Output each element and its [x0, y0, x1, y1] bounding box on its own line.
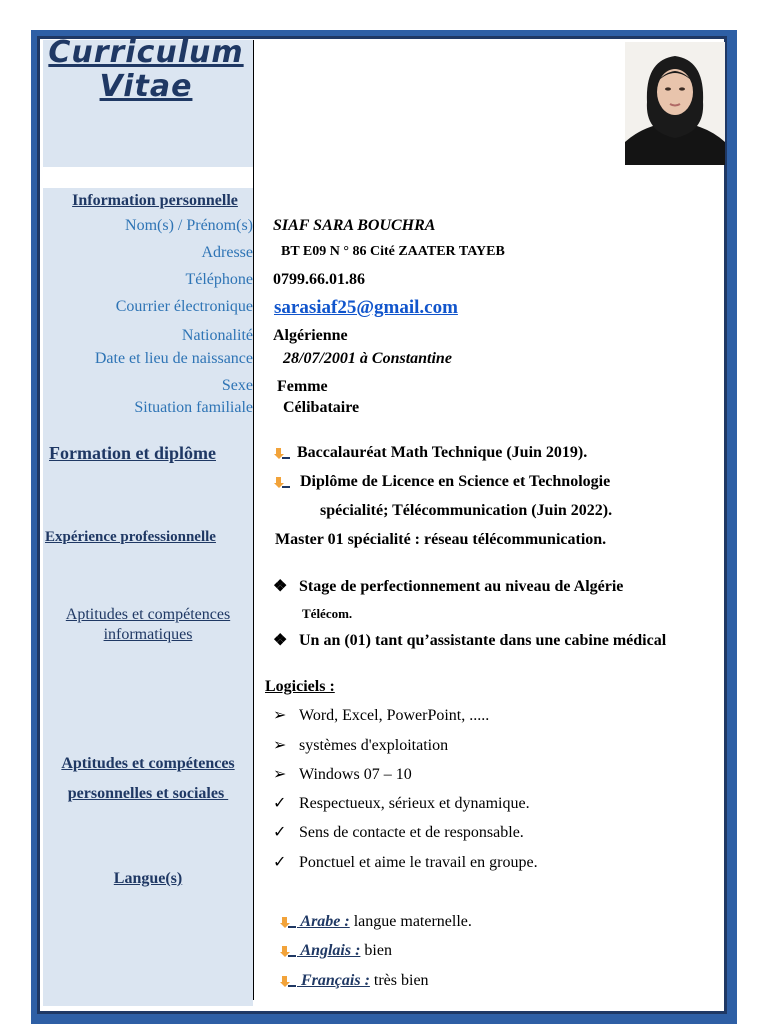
- personal-skill-item: [273, 823, 524, 843]
- education-item: [273, 443, 587, 463]
- language-name: Français :: [297, 972, 370, 989]
- value-address: BT E09 N ° 86 Cité ZAATER TAYEB: [281, 244, 505, 259]
- it-skills-heading-line2: informatiques: [103, 626, 193, 643]
- personal-skill-item: [273, 794, 530, 814]
- value-nationality: Algérienne: [273, 327, 348, 344]
- software-item: [273, 765, 412, 785]
- software-item-text: Word, Excel, PowerPoint, .....: [299, 707, 490, 724]
- experience-item-text: Stage de perfectionnement au niveau de Algérie: [299, 578, 624, 595]
- software-subheading: Logiciels :: [265, 678, 335, 695]
- language-item: [279, 912, 472, 932]
- arrowhead-bullet-icon: ➢: [273, 707, 287, 724]
- language-level: très bien: [369, 972, 429, 989]
- experience-item-continuation: Télécom.: [302, 606, 353, 621]
- arrow-bullet-icon: [279, 944, 297, 958]
- personal-skill-item: [273, 853, 538, 873]
- label-email: Courrier électronique: [115, 298, 253, 315]
- education-item: [273, 472, 610, 492]
- languages-heading: Langue(s): [113, 870, 183, 887]
- value-email-link[interactable]: sarasiaf25@gmail.com: [274, 297, 458, 318]
- label-name: Nom(s) / Prénom(s): [125, 217, 253, 234]
- label-phone: Téléphone: [185, 271, 253, 288]
- checkmark-icon: ✓: [273, 854, 287, 871]
- experience-item: [273, 577, 623, 597]
- language-name: Anglais :: [297, 942, 361, 959]
- education-item-continuation: spécialité; Télécommunication (Juin 2022).: [320, 502, 613, 519]
- left-column: [43, 35, 253, 1000]
- label-birth: Date et lieu de naissance: [94, 350, 253, 367]
- arrow-bullet-icon: [273, 446, 291, 460]
- arrow-bullet-icon: [279, 915, 297, 929]
- value-birth: 28/07/2001 à Constantine: [283, 350, 452, 367]
- software-item-text: Windows 07 – 10: [299, 766, 412, 783]
- arrowhead-bullet-icon: ➢: [273, 737, 287, 754]
- experience-item: [273, 631, 666, 651]
- label-address: Adresse: [201, 244, 253, 261]
- profile-photo: [625, 42, 725, 165]
- language-item: [279, 971, 429, 991]
- column-divider: [253, 40, 254, 1000]
- personal-skill-text: Sens de contacte et de responsable.: [299, 824, 524, 841]
- personal-info-heading: Information personnelle: [72, 192, 238, 209]
- software-item-text: systèmes d'exploitation: [299, 737, 449, 754]
- personal-skill-text: Ponctuel et aime le travail en groupe.: [299, 854, 538, 871]
- education-item: Master 01 spécialité : réseau télécommunication.: [275, 531, 607, 548]
- experience-heading: Expérience professionnelle: [45, 529, 216, 545]
- education-item-text: Baccalauréat Math Technique (Juin 2019).: [297, 444, 588, 461]
- software-item: [273, 706, 489, 726]
- software-item: [273, 736, 448, 756]
- value-phone: 0799.66.01.86: [273, 271, 365, 288]
- personal-skills-heading-line1: Aptitudes et compétences: [61, 755, 235, 772]
- personal-skill-text: Respectueux, sérieux et dynamique.: [299, 795, 530, 812]
- arrowhead-bullet-icon: ➢: [273, 766, 287, 783]
- label-sex: Sexe: [221, 377, 253, 394]
- value-name: SIAF SARA BOUCHRA: [273, 217, 436, 234]
- checkmark-icon: ✓: [273, 795, 287, 812]
- diamond-bullet-icon: ❖: [273, 632, 288, 649]
- value-sex: Femme: [277, 378, 328, 395]
- label-nationality: Nationalité: [181, 327, 253, 344]
- language-item: [279, 941, 392, 961]
- education-item-text: Diplôme de Licence en Science et Technologie: [300, 473, 611, 490]
- value-marital-status: Célibataire: [283, 399, 360, 416]
- checkmark-icon: ✓: [273, 824, 287, 841]
- it-skills-heading-line1: Aptitudes et compétences: [65, 606, 231, 623]
- language-level: langue maternelle.: [349, 913, 472, 930]
- cv-title-line2: Vitae: [99, 69, 193, 104]
- cv-title-line1: Curriculum: [48, 35, 244, 70]
- education-heading: Formation et diplôme: [49, 443, 216, 463]
- label-marital-status: Situation familiale: [134, 399, 253, 416]
- arrow-bullet-icon: [279, 974, 297, 988]
- diamond-bullet-icon: ❖: [273, 578, 288, 595]
- language-name: Arabe :: [297, 913, 350, 930]
- experience-item-text: Un an (01) tant qu’assistante dans une cabine médical: [299, 632, 667, 649]
- language-level: bien: [360, 942, 392, 959]
- arrow-bullet-icon: [273, 475, 291, 489]
- personal-skills-heading-line2: personnelles et sociales: [67, 785, 229, 802]
